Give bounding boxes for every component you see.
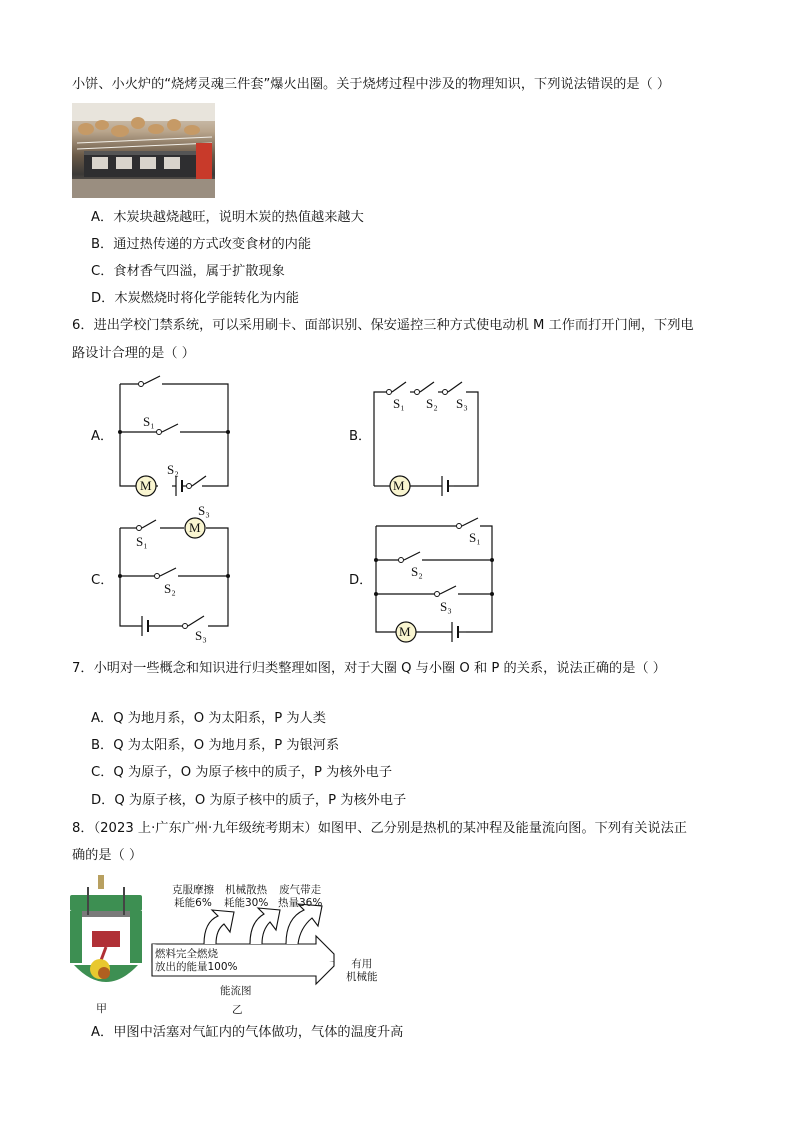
circuit-a-label-s1: S₁ bbox=[143, 414, 155, 429]
q6-stem-line1: 6．进出学校门禁系统，可以采用刷卡、面部识别、保安遥控三种方式使电动机 M 工作而打开门闸，下列电 bbox=[72, 318, 694, 333]
energy-input: 燃料完全燃烧 放出的能量100% bbox=[155, 948, 238, 973]
energy-output: 有用 机械能 bbox=[346, 958, 378, 983]
circuit-d-label-s3: S₃ bbox=[440, 599, 452, 614]
q7-option-a: A．Q 为地月系，O 为太阳系，P 为人类 bbox=[91, 711, 326, 726]
loss-friction: 克服摩擦 耗能6% bbox=[172, 884, 214, 909]
q5-option-d: D．木炭燃烧时将化学能转化为内能 bbox=[91, 291, 299, 306]
engine-cylinder-diagram bbox=[66, 873, 146, 999]
energy-flow-caption: 能流图 bbox=[220, 985, 252, 997]
q8-option-a: A．甲图中活塞对气缸内的气体做功，气体的温度升高 bbox=[91, 1025, 404, 1040]
circuit-c-motor-label: M bbox=[189, 520, 201, 535]
circuit-b-label-s2: S₂ bbox=[426, 396, 438, 411]
circuit-c-label-s1: S₁ bbox=[136, 534, 148, 549]
q7-option-c: C．Q 为原子，O 为原子核中的质子，P 为核外电子 bbox=[91, 765, 393, 780]
label-yi: 乙 bbox=[232, 1004, 243, 1016]
circuit-a-label-s2: S₂ bbox=[167, 462, 179, 477]
circuit-a-label-s3: S₃ bbox=[198, 503, 210, 518]
q7-option-b: B．Q 为太阳系，O 为地月系，P 为银河系 bbox=[91, 738, 340, 753]
label-jia: 甲 bbox=[96, 1002, 107, 1015]
circuit-d-label-s2: S₂ bbox=[411, 564, 423, 579]
q7-option-d: D．Q 为原子核，O 为原子核中的质子，P 为核外电子 bbox=[91, 793, 407, 808]
circuit-b-label-s1: S₁ bbox=[393, 396, 405, 411]
circuit-b-motor-label: M bbox=[393, 478, 405, 493]
q7-stem: 7．小明对一些概念和知识进行归类整理如图，对于大圈 Q 与小圈 O 和 P 的关系，说法正确的是（ ） bbox=[72, 661, 666, 676]
q6-stem-line2: 路设计合理的是（ ） bbox=[72, 346, 195, 361]
circuit-a-motor-label: M bbox=[140, 478, 152, 493]
circuit-b bbox=[368, 372, 498, 504]
q5-option-a: A．木炭块越烧越旺，说明木炭的热值越来越大 bbox=[91, 210, 364, 225]
circuit-a-label: A． bbox=[91, 429, 114, 444]
circuit-d-label-s1: S₁ bbox=[469, 530, 481, 545]
circuit-d-label: D． bbox=[349, 573, 373, 588]
loss-heat-dissipation: 机械散热 耗能30% bbox=[224, 884, 269, 909]
circuit-b-label: B． bbox=[349, 429, 372, 444]
loss-exhaust: 废气带走 热量36% bbox=[278, 884, 323, 909]
q5-option-b: B．通过热传递的方式改变食材的内能 bbox=[91, 237, 312, 252]
circuit-a bbox=[110, 372, 240, 504]
circuit-c-label-s3: S₃ bbox=[195, 628, 207, 643]
circuit-c-label-s2: S₂ bbox=[164, 581, 176, 596]
q8-stem-line1: 8．（2023 上·广东广州·九年级统考期末）如图甲、乙分别是热机的某冲程及能量流向图。下列有关说法正 bbox=[72, 821, 687, 836]
circuit-d-motor-label: M bbox=[399, 624, 411, 639]
q5-stem: 小饼、小火炉的“烧烤灵魂三件套”爆火出圈。关于烧烤过程中涉及的物理知识，下列说法错误的是（ ） bbox=[72, 77, 671, 92]
circuit-c-label: C． bbox=[91, 573, 114, 588]
bbq-photo bbox=[72, 103, 215, 198]
q5-option-c: C．食材香气四溢，属于扩散现象 bbox=[91, 264, 285, 279]
q8-stem-line2: 确的是（ ） bbox=[72, 848, 143, 863]
circuit-c bbox=[110, 514, 240, 646]
circuit-b-label-s3: S₃ bbox=[456, 396, 468, 411]
